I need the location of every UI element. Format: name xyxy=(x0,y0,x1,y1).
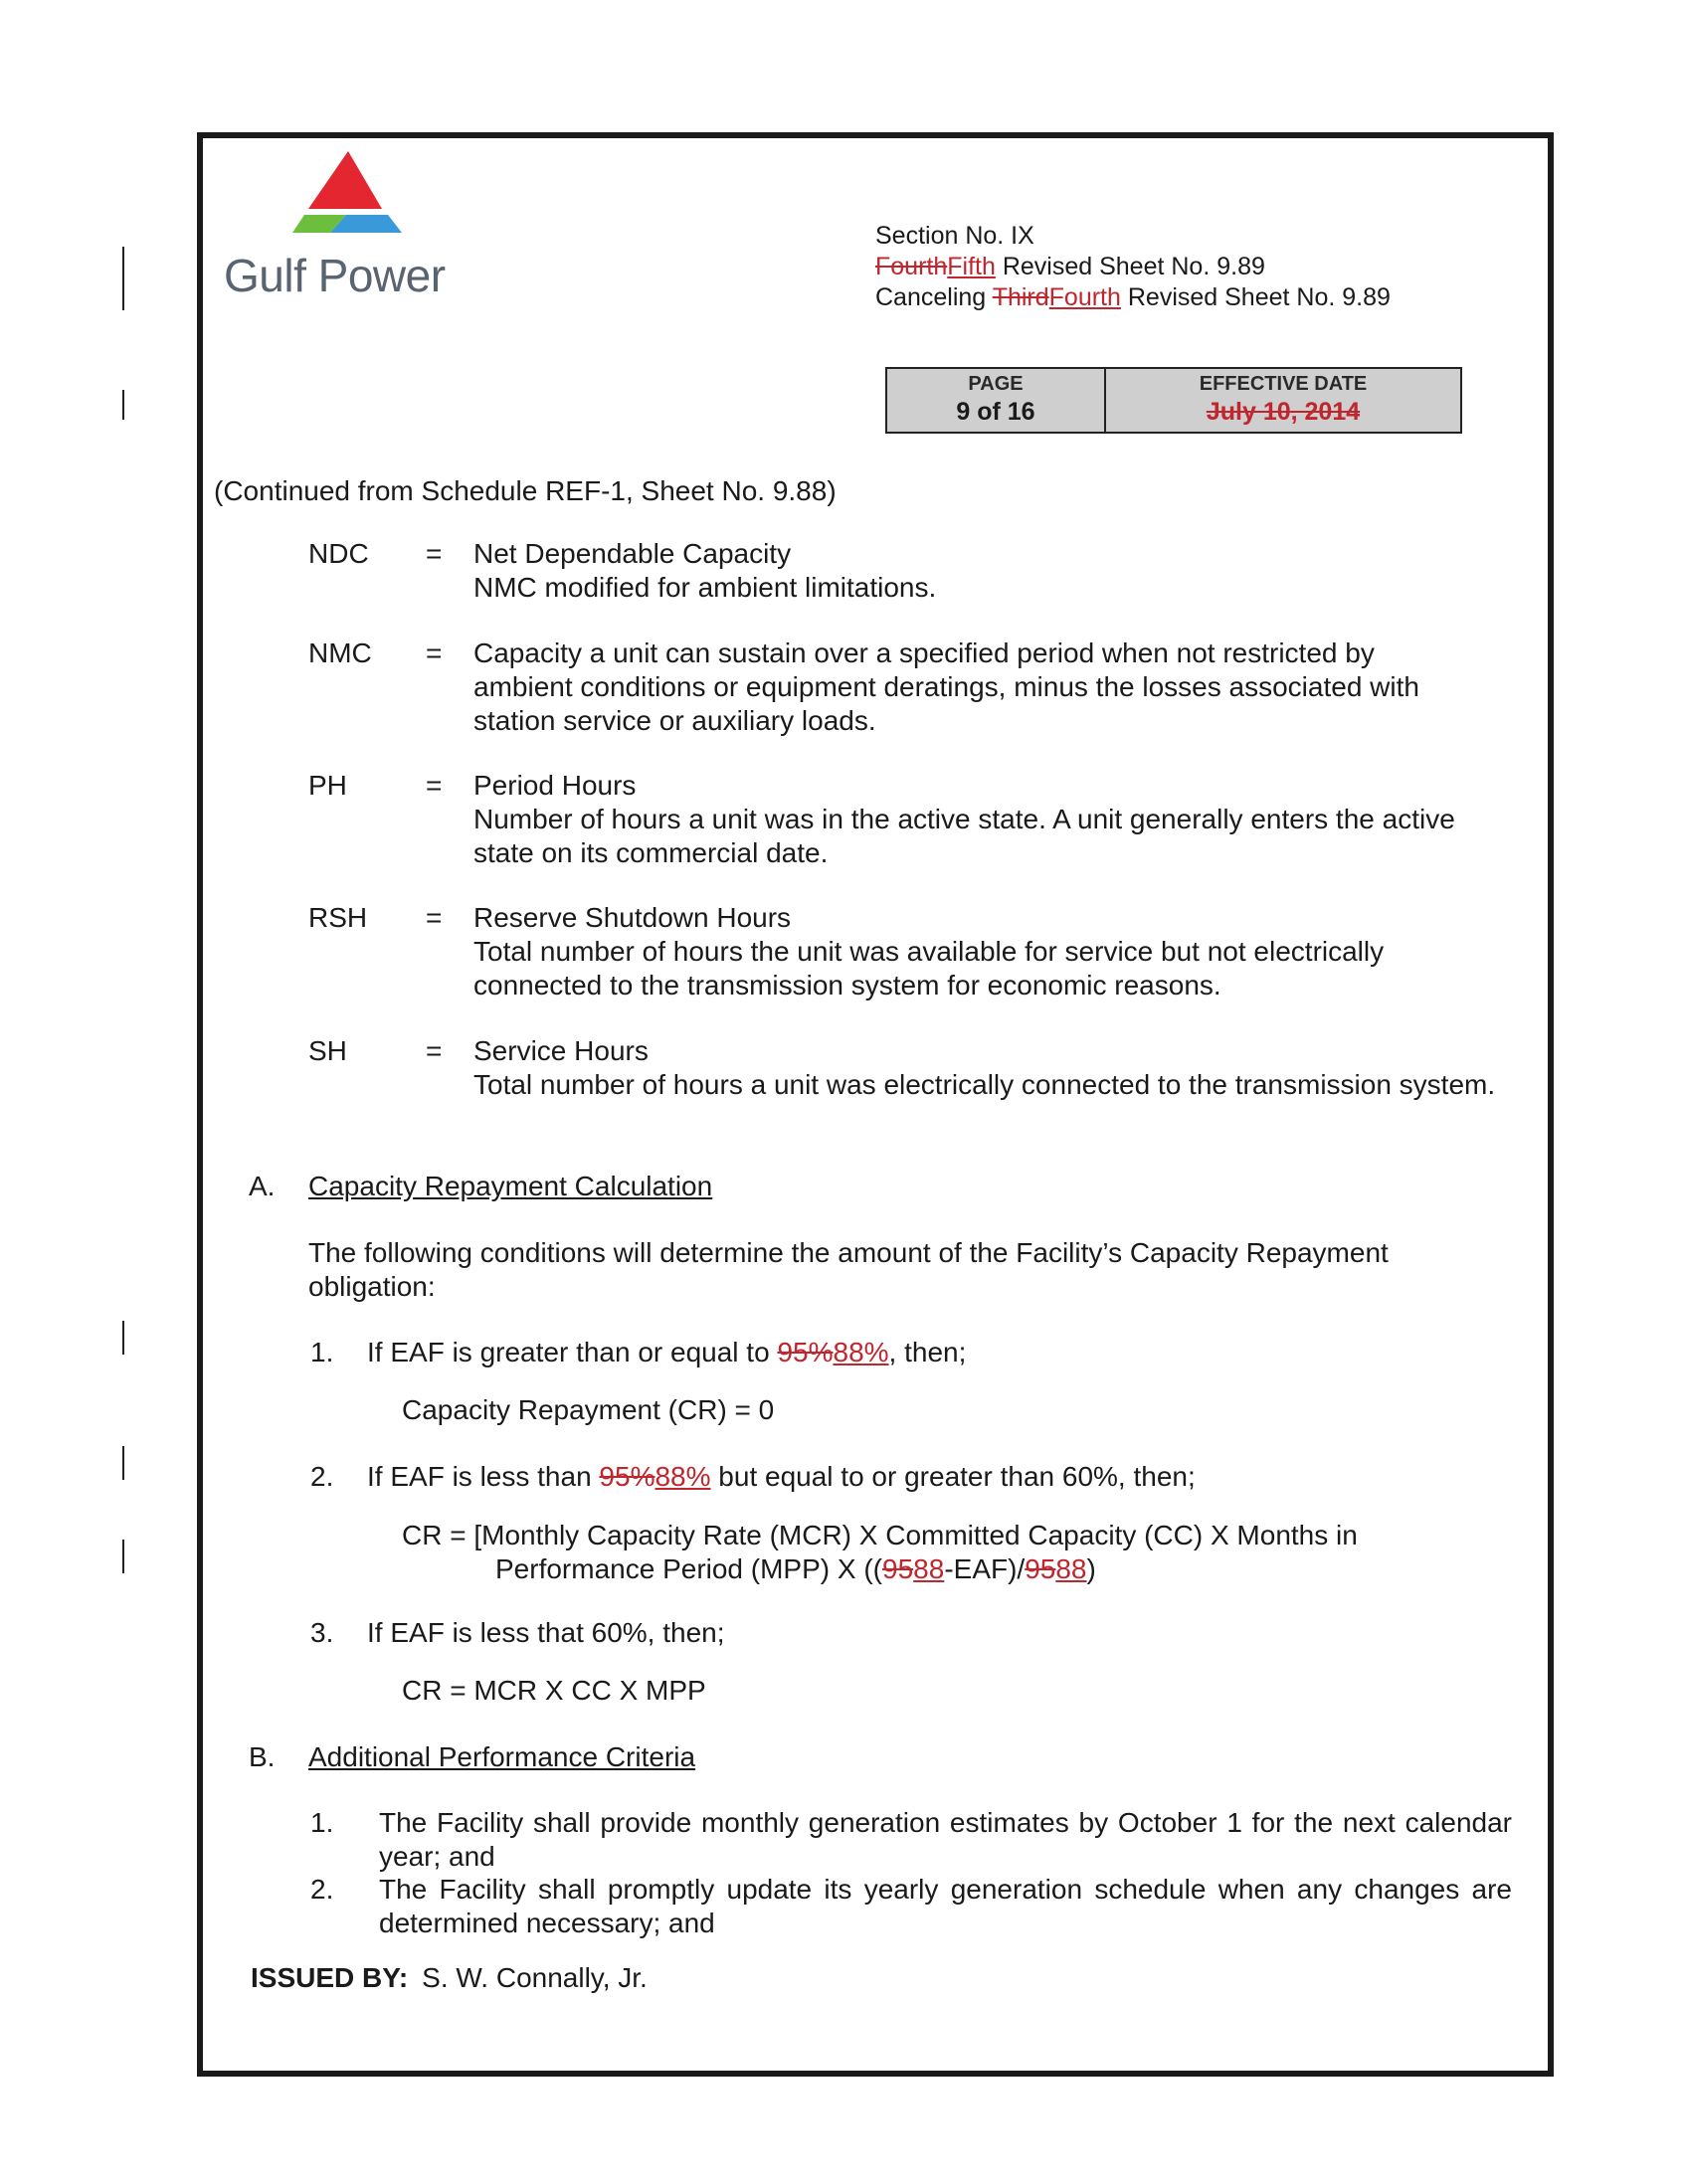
gulf-power-triangle-logo-icon xyxy=(288,149,408,239)
page-info-box xyxy=(885,367,1462,434)
section-a-title: Capacity Repayment Calculation xyxy=(308,1171,713,1201)
section-number: Section No. IX xyxy=(875,222,1034,250)
deleted-text: 95% xyxy=(599,1461,655,1492)
inserted-text: Fourth xyxy=(1048,283,1121,311)
continued-note: (Continued from Schedule REF-1, Sheet No. 9.88) xyxy=(214,475,837,506)
condition-2: If EAF is less than 95%88% but equal to or greater than 60%, then; xyxy=(367,1461,1196,1492)
sheet-header xyxy=(875,221,1391,313)
issued-by: ISSUED BY: S. W. Connally, Jr. xyxy=(251,1962,648,1993)
deleted-text: Fourth xyxy=(875,253,948,280)
issuer-name: S. W. Connally, Jr. xyxy=(422,1962,648,1993)
revised-sheet-line: FourthFifth Revised Sheet No. 9.89 xyxy=(875,253,1265,280)
change-bar xyxy=(122,247,124,310)
effective-date-cell: EFFECTIVE DATE July 10, 2014 xyxy=(1106,369,1460,432)
change-bar xyxy=(122,1540,124,1573)
condition-3: If EAF is less that 60%, then; xyxy=(367,1617,725,1648)
formula-1: Capacity Repayment (CR) = 0 xyxy=(402,1394,775,1425)
formula-2: CR = [Monthly Capacity Rate (MCR) X Committed Capacity (CC) X Months in Performance Period (MPP) X ((9588-EAF)/9588) xyxy=(402,1520,1358,1584)
deleted-text: 95 xyxy=(1025,1553,1056,1584)
page-cell: PAGE 9 of 16 xyxy=(887,369,1106,432)
change-bar xyxy=(122,390,124,420)
company-name: Gulf Power xyxy=(224,250,446,301)
inserted-text: 88 xyxy=(913,1553,945,1584)
section-a-intro: The following conditions will determine the amount of the Facility’s Capacity Repayment obligation: xyxy=(308,1237,1389,1302)
page-number: 9 of 16 xyxy=(956,398,1035,426)
change-bar xyxy=(122,1321,124,1355)
formula-3: CR = MCR X CC X MPP xyxy=(402,1675,706,1706)
deleted-text: Third xyxy=(992,283,1049,311)
deleted-text: 95% xyxy=(777,1337,834,1367)
change-bar xyxy=(122,1446,124,1480)
inserted-text: 88 xyxy=(1055,1553,1087,1584)
canceling-sheet-line: Canceling ThirdFourth Revised Sheet No. 9.89 xyxy=(875,283,1391,311)
inserted-text: 88% xyxy=(833,1337,889,1367)
inserted-text: 88% xyxy=(655,1461,711,1492)
condition-1: If EAF is greater than or equal to 95%88%, then; xyxy=(367,1337,967,1367)
criteria-1: The Facility shall provide monthly generation estimates by October 1 for the next calendar year; and xyxy=(379,1807,1512,1872)
inserted-text: Fifth xyxy=(947,253,996,280)
criteria-2: The Facility shall promptly update its yearly generation schedule when any changes are determined necessary; and xyxy=(379,1874,1512,1938)
company-logo xyxy=(221,149,479,308)
effective-date-deleted: July 10, 2014 xyxy=(1206,398,1361,426)
section-b-title: Additional Performance Criteria xyxy=(308,1741,696,1772)
deleted-text: 95 xyxy=(882,1553,914,1584)
